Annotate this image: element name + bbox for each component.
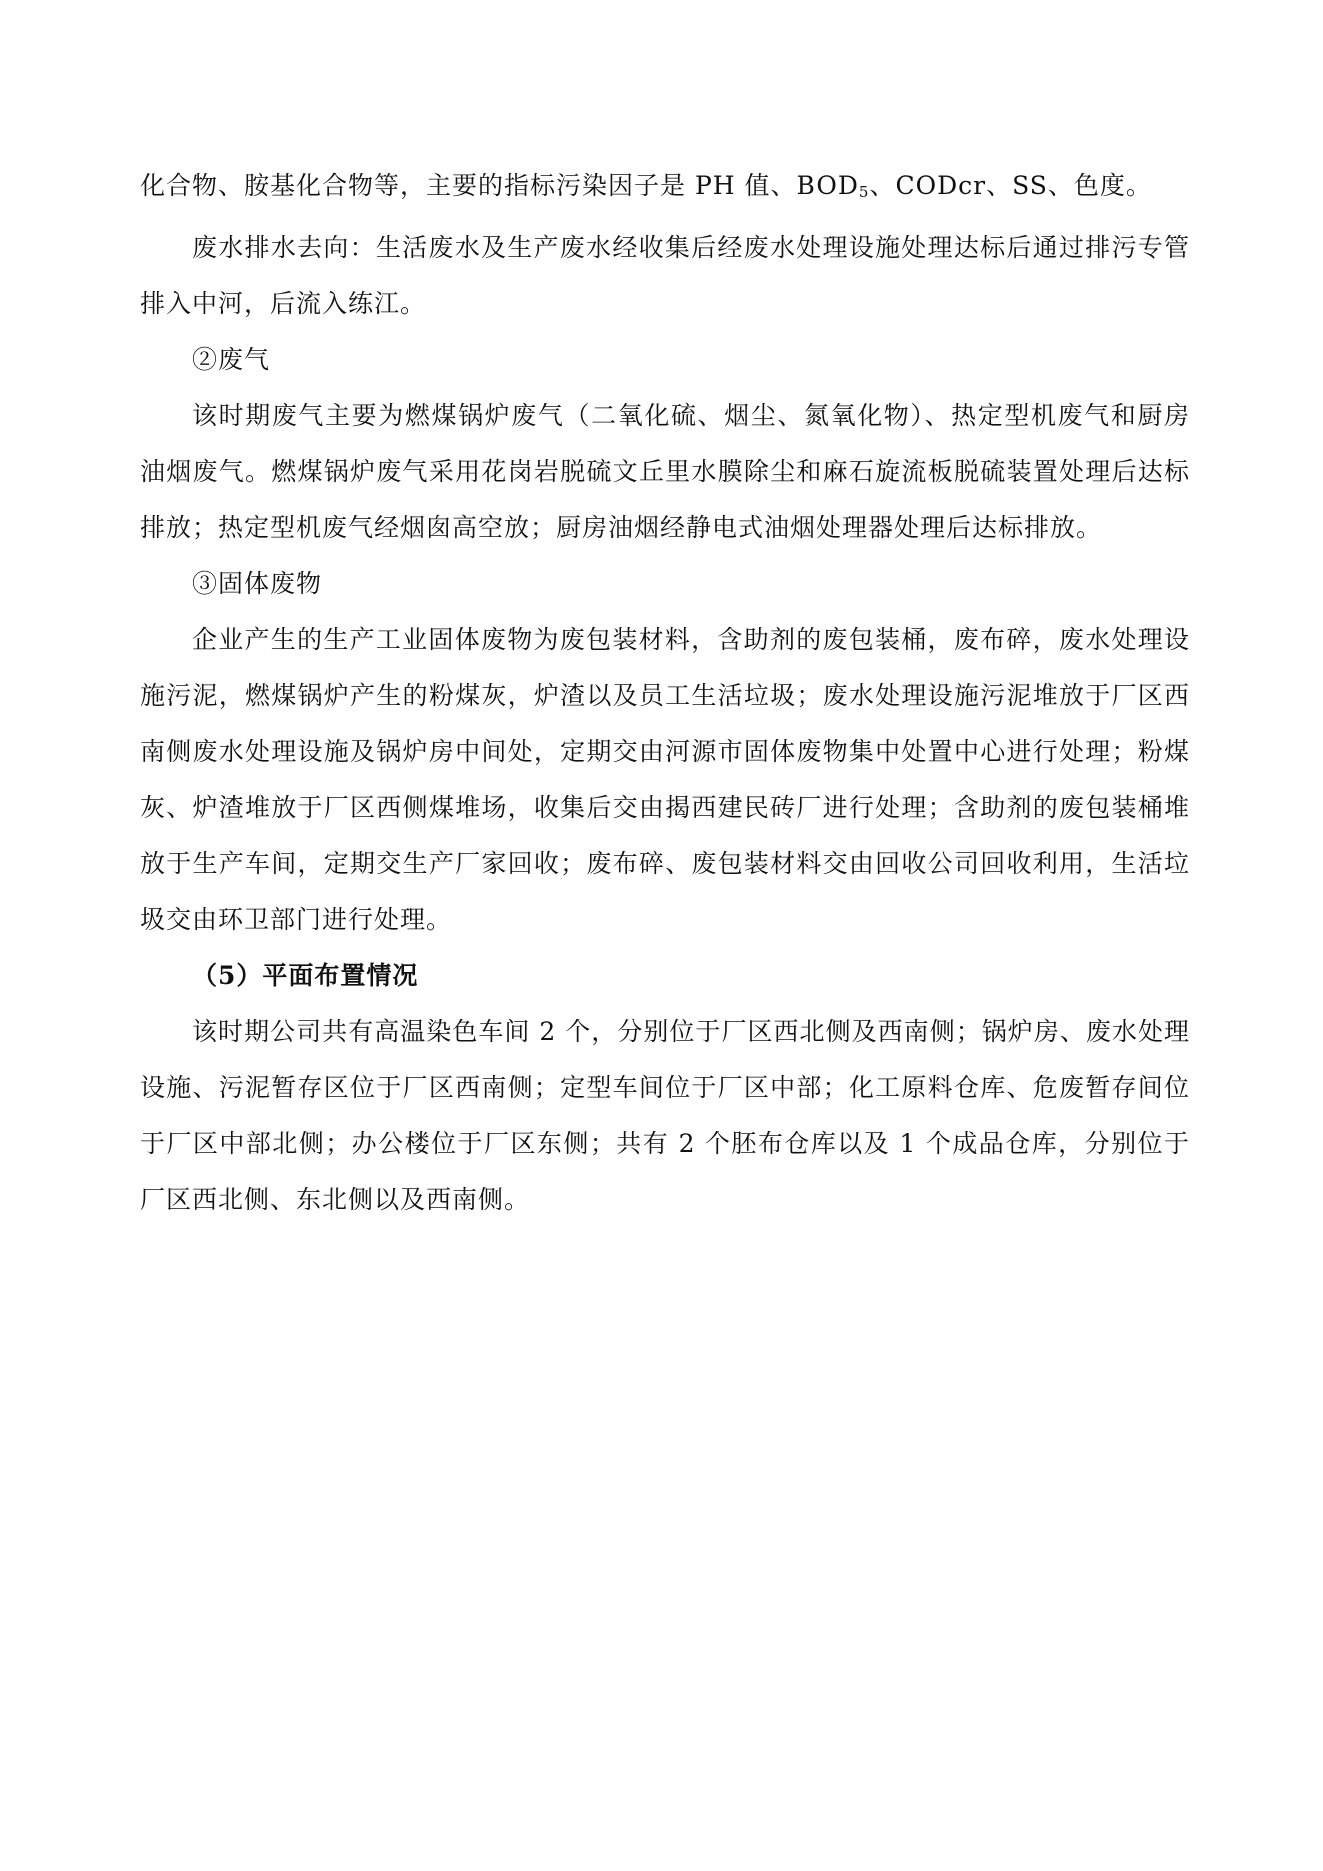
document-page bbox=[140, 158, 1190, 1228]
heading-waste-gas: ②废气 bbox=[192, 345, 271, 374]
bod-subscript: 5 bbox=[858, 183, 870, 201]
heading-layout: （5）平面布置情况 bbox=[192, 961, 419, 990]
pollutants-text: 化合物、胺基化合物等，主要的指标污染因子是 PH 值、BOD bbox=[140, 171, 859, 200]
pollutants-text-end: 、CODcr、SS、色度。 bbox=[869, 171, 1152, 200]
paragraph-wastewater-discharge: 废水排水去向：生活废水及生产废水经收集后经废水处理设施处理达标后通过排污专管排入中河，后流入练江。 bbox=[140, 233, 1190, 318]
paragraph-waste-gas: 该时期废气主要为燃煤锅炉废气（二氧化硫、烟尘、氮氧化物）、热定型机废气和厨房油烟废气。燃煤锅炉废气采用花岗岩脱硫文丘里水膜除尘和麻石旋流板脱硫装置处理后达标排放；热定型机废气经烟囱高空放；厨房油烟经静电式油烟处理器处理后达标排放。 bbox=[140, 401, 1190, 542]
paragraph-layout: 该时期公司共有高温染色车间 2 个，分别位于厂区西北侧及西南侧；锅炉房、废水处理设施、污泥暂存区位于厂区西南侧；定型车间位于厂区中部；化工原料仓库、危废暂存间位于厂区中部北侧；办公楼位于厂区东侧；共有 2 个胚布仓库以及 1 个成品仓库，分别位于厂区西北侧、东北侧以及西南侧。 bbox=[140, 1017, 1190, 1214]
heading-solid-waste: ③固体废物 bbox=[192, 569, 323, 598]
paragraph-solid-waste: 企业产生的生产工业固体废物为废包装材料，含助剂的废包装桶，废布碎，废水处理设施污泥，燃煤锅炉产生的粉煤灰，炉渣以及员工生活垃圾；废水处理设施污泥堆放于厂区西南侧废水处理设施及锅炉房中间处，定期交由河源市固体废物集中处置中心进行处理；粉煤灰、炉渣堆放于厂区西侧煤堆场，收集后交由揭西建民砖厂进行处理；含助剂的废包装桶堆放于生产车间，定期交生产厂家回收；废布碎、废包装材料交由回收公司回收利用，生活垃圾交由环卫部门进行处理。 bbox=[140, 625, 1190, 934]
paragraph-pollutants bbox=[140, 158, 1190, 220]
